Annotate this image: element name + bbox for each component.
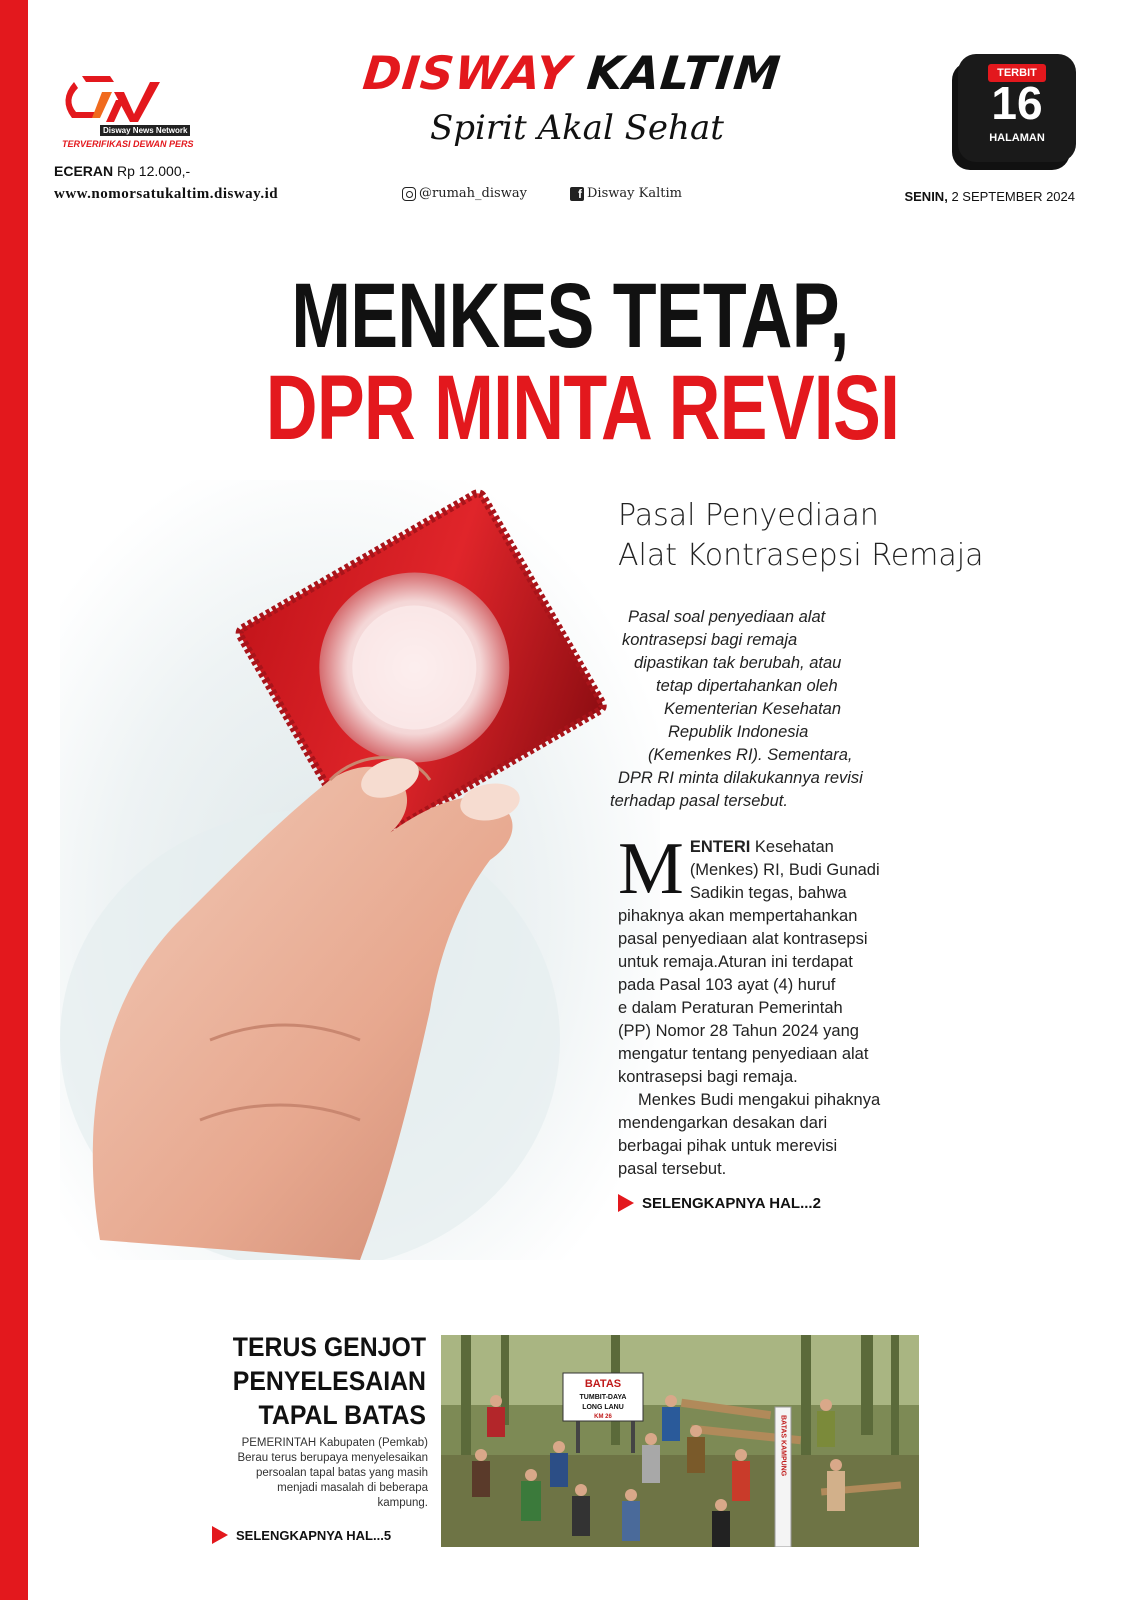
body-line: untuk remaja.Aturan ini terdapat <box>618 953 853 971</box>
badge-top-label: TERBIT <box>988 64 1046 82</box>
masthead-title-red: DISWAY <box>360 46 574 100</box>
body-line: Sadikin tegas, bahwa <box>689 884 847 902</box>
continue-link-page-5[interactable] <box>212 1526 391 1544</box>
body-line: berbagai pihak untuk merevisi <box>618 1137 838 1155</box>
headline-line-1: MENKES TETAP, <box>291 265 849 367</box>
issue-date <box>904 189 1075 204</box>
body-line: Menkes Budi mengakui pihaknya <box>638 1091 881 1109</box>
body-line: mengatur tentang penyediaan alat <box>618 1045 869 1063</box>
issue-date-rest: 2 SEPTEMBER 2024 <box>951 189 1075 204</box>
page-count-badge <box>958 54 1076 162</box>
headline-line-2: DPR MINTA REVISI <box>265 357 900 459</box>
lead-line: kontrasepsi bagi remaja <box>622 631 798 649</box>
hero-photo-hand-holding-packet <box>60 480 660 1260</box>
sign-title: BATAS <box>584 1378 622 1390</box>
instagram-label: @rumah_disway <box>419 186 527 201</box>
badge-bottom-label: HALAMAN <box>989 132 1045 144</box>
lead-line: terhadap pasal tersebut. <box>610 792 788 810</box>
lead-line: DPR RI minta dilakukannya revisi <box>618 769 863 787</box>
border-marker-photo <box>441 1335 919 1547</box>
lead-paragraph <box>610 606 890 813</box>
price-label: ECERAN <box>54 163 114 179</box>
lead-line: (Kemenkes RI). Sementara, <box>648 746 853 764</box>
verified-label: TERVERIFIKASI DEWAN PERS <box>62 139 194 149</box>
secondary-headline-line: PENYELESAIAN <box>232 1366 426 1396</box>
red-side-stripe <box>0 0 28 1600</box>
body-line: pasal tersebut. <box>618 1160 727 1178</box>
instagram-handle[interactable] <box>402 186 527 201</box>
body-line: mendengarkan desakan dari <box>618 1114 828 1132</box>
body-first-word: ENTERI <box>689 838 751 856</box>
price <box>54 163 190 179</box>
secondary-headline-line: TAPAL BATAS <box>258 1400 426 1430</box>
sub-headline <box>618 496 983 576</box>
post-text: BATAS KAMPUNG <box>779 1415 787 1477</box>
body-line: (PP) Nomor 28 Tahun 2024 yang <box>618 1022 859 1040</box>
secondary-body-line: kampung. <box>377 1497 428 1509</box>
lead-line: Kementerian Kesehatan <box>664 700 842 718</box>
lead-line: Pasal soal penyediaan alat <box>628 608 826 626</box>
secondary-story-body <box>196 1436 428 1511</box>
sign-line-1: TUMBIT-DAYA <box>579 1394 627 1401</box>
masthead-title-black: KALTIM <box>584 46 784 100</box>
dav-logo-icon <box>54 52 184 152</box>
secondary-headline <box>200 1330 426 1432</box>
tagline: Spirit Akal Sehat <box>430 108 724 148</box>
body-line: pasal penyediaan alat kontrasepsi <box>618 930 868 948</box>
lead-line: tetap dipertahankan oleh <box>656 677 838 695</box>
sign-km: KM 26 <box>594 1414 612 1420</box>
continue-label: SELENGKAPNYA HAL...5 <box>236 1527 392 1543</box>
continue-link-page-2[interactable] <box>618 1194 821 1212</box>
secondary-headline-line: TERUS GENJOT <box>232 1332 426 1362</box>
body-line: (Menkes) RI, Budi Gunadi <box>689 861 880 879</box>
instagram-icon <box>402 187 416 201</box>
body-line: e dalam Peraturan Pemerintah <box>618 999 843 1017</box>
secondary-body-line: menjadi masalah di beberapa <box>277 1482 428 1494</box>
issue-date-day: SENIN, <box>904 189 948 204</box>
sign-line-2: LONG LANU <box>582 1404 624 1411</box>
website-link[interactable]: www.nomorsatukaltim.disway.id <box>54 186 279 202</box>
logo-network-label: Disway News Network <box>100 125 190 136</box>
secondary-body-line: Berau terus berupaya menyelesaikan <box>237 1452 428 1464</box>
secondary-body-line: PEMERINTAH Kabupaten (Pemkab) <box>241 1437 428 1449</box>
article-body <box>618 828 918 1181</box>
play-arrow-icon <box>618 1194 634 1212</box>
continue-label: SELENGKAPNYA HAL...2 <box>642 1194 821 1212</box>
main-headline <box>180 265 960 459</box>
body-line: Kesehatan <box>750 838 834 856</box>
body-line: pihaknya akan mempertahankan <box>618 907 858 925</box>
price-value: Rp 12.000,- <box>117 163 191 179</box>
secondary-body-line: persoalan tapal batas yang masih <box>256 1467 428 1479</box>
drop-cap: M <box>618 828 684 910</box>
play-arrow-icon <box>212 1526 228 1544</box>
badge-number: 16 <box>991 77 1043 129</box>
logo-mark-text: dav <box>55 149 59 151</box>
body-line: kontrasepsi bagi remaja. <box>618 1068 798 1086</box>
facebook-page[interactable] <box>570 186 682 201</box>
lead-line: dipastikan tak berubah, atau <box>634 654 842 672</box>
masthead-title <box>289 46 855 100</box>
sub-headline-line-2: Alat Kontrasepsi Remaja <box>618 538 984 573</box>
facebook-label: Disway Kaltim <box>587 186 682 201</box>
body-line: pada Pasal 103 ayat (4) huruf <box>618 976 836 994</box>
sub-headline-line-1: Pasal Penyediaan <box>618 498 879 533</box>
lead-line: Republik Indonesia <box>668 723 809 741</box>
facebook-icon: f <box>570 187 584 201</box>
